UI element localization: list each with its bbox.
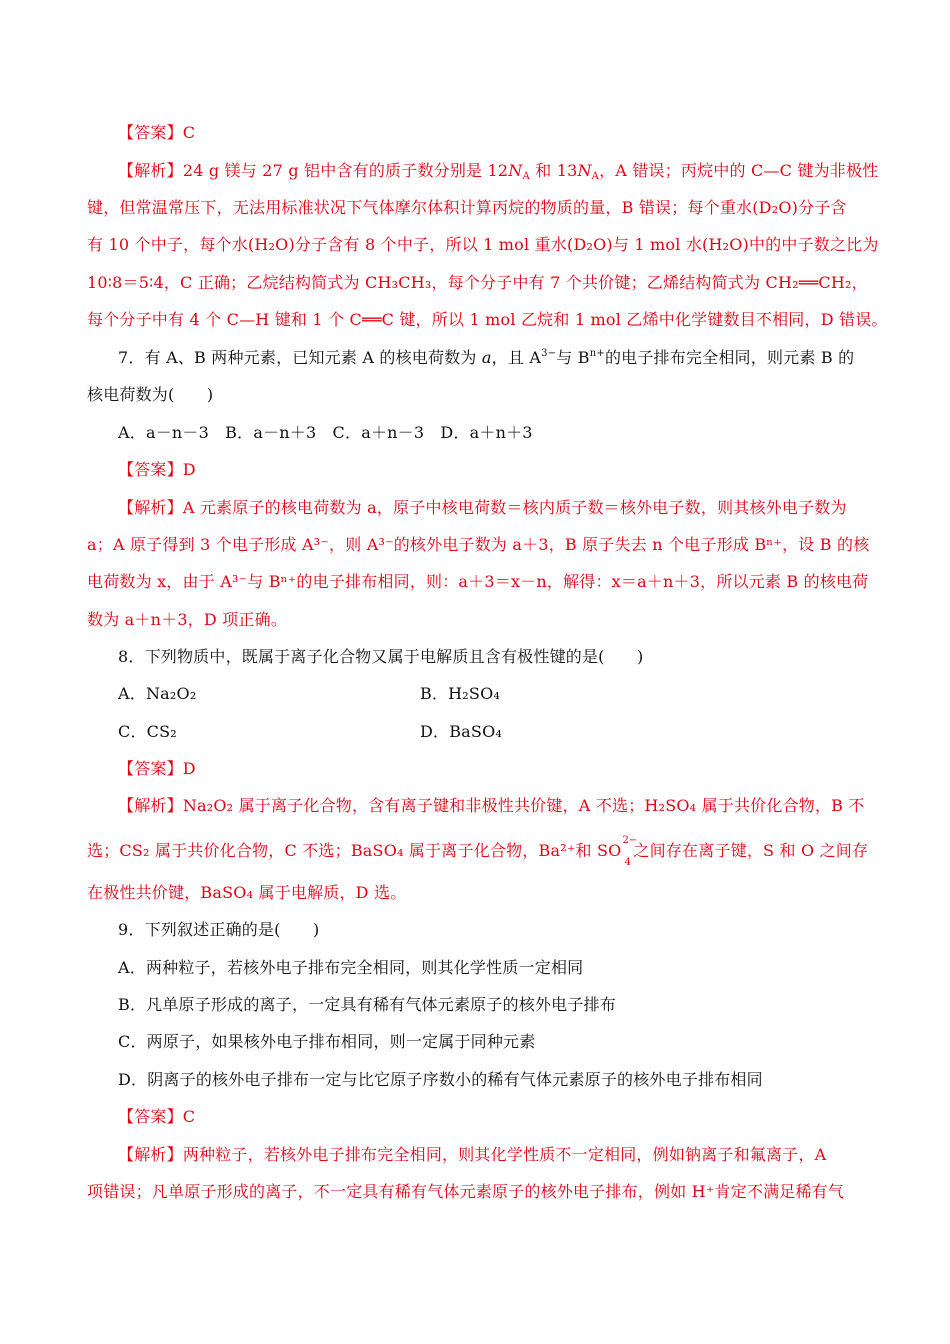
q7-explanation-line-2: a；A 原子得到 3 个电子形成 A³⁻，则 A³⁻的核外电子数为 a＋3，B 原子失去 n 个电子形成 Bⁿ⁺，设 B 的核 <box>87 535 870 554</box>
q9-option-d: D．阴离子的核外电子排布一定与比它原子序数小的稀有气体元素原子的核外电子排布相同 <box>118 1070 763 1089</box>
q7-stem-line-2: 核电荷数为( ) <box>87 385 214 404</box>
q6-explanation-line-5: 每个分子中有 4 个 C—H 键和 1 个 C══C 键，所以 1 mol 乙烷和 1 mol 乙烯中化学键数目不相同，D 错误。 <box>87 310 888 329</box>
q9-answer: 【答案】C <box>118 1107 196 1126</box>
q8-explanation-line-1: 【解析】Na₂O₂ 属于离子化合物，含有离子键和非极性共价键，A 不选；H₂SO₄ 属于共价化合物，B 不 <box>118 796 865 815</box>
q8-stem: 8．下列物质中，既属于离子化合物又属于电解质且含有极性键的是( ) <box>118 647 644 666</box>
q8-option-b: B．H₂SO₄ <box>420 684 501 703</box>
q7-explanation-line-3: 电荷数为 x，由于 A³⁻与 Bⁿ⁺的电子排布相同，则：a＋3＝x－n，解得：x＝a＋n＋3，所以元素 B 的核电荷 <box>87 572 869 591</box>
q9-option-b: B．凡单原子形成的离子，一定具有稀有气体元素原子的核外电子排布 <box>118 995 616 1014</box>
q9-stem: 9．下列叙述正确的是( ) <box>118 920 320 939</box>
q8-explanation-line-2: 选；CS₂ 属于共价化合物，C 不选；BaSO₄ 属于离子化合物，Ba²⁺和 SO 2− 4 之间存在离子键，S 和 O 之间存 <box>87 835 869 868</box>
q8-options-row-1 <box>118 683 818 705</box>
q9-option-a: A．两种粒子，若核外电子排布完全相同，则其化学性质一定相同 <box>118 958 584 977</box>
q8-option-c: C．CS₂ <box>118 722 177 741</box>
q6-explanation-line-1: 【解析】24 g 镁与 27 g 铝中含有的质子数分别是 $12N_A$ 和 $13N_A$，A 错误；丙烷中的 C—C 键为非极性 <box>118 161 879 182</box>
sulfate-charge-stack: 2− 4 <box>622 835 638 868</box>
q8-explanation-line-3: 在极性共价键，BaSO₄ 属于电解质，D 选。 <box>87 883 407 902</box>
q7-stem-line-1: 7．有 A、B 两种元素，已知元素 A 的核电荷数为 a，且 $A^{3-}$与 $B^{n+}$的电子排布完全相同，则元素 B 的 <box>118 348 855 367</box>
q7-explanation-line-1: 【解析】A 元素原子的核电荷数为 a，原子中核电荷数＝核内质子数＝核外电子数，则其核外电子数为 <box>118 498 847 517</box>
q6-answer: 【答案】C <box>118 123 196 142</box>
q8-options-row-2 <box>118 721 818 743</box>
q6-explanation-line-2: 键，但常温常压下，无法用标准状况下气体摩尔体积计算丙烷的物质的量，B 错误；每个重水(D₂O)分子含 <box>87 198 847 217</box>
q7-answer: 【答案】D <box>118 460 196 479</box>
q9-explanation-line-1: 【解析】两种粒子，若核外电子排布完全相同，则其化学性质不一定相同，例如钠离子和氟离子，A <box>118 1145 827 1164</box>
q7-options: A．a－n－3 B．a－n＋3 C．a＋n－3 D．a＋n＋3 <box>118 423 533 442</box>
q8-answer: 【答案】D <box>118 759 196 778</box>
q9-option-c: C．两原子，如果核外电子排布相同，则一定属于同种元素 <box>118 1032 536 1051</box>
q6-explanation-line-4: 10∶8＝5∶4，C 正确；乙烷结构简式为 CH₃CH₃，每个分子中有 7 个共价键；乙烯结构简式为 CH₂══CH₂， <box>87 273 868 292</box>
q9-explanation-line-2: 项错误；凡单原子形成的离子，不一定具有稀有气体元素原子的核外电子排布，例如 H⁺肯定不满足稀有气 <box>87 1182 845 1201</box>
q7-explanation-line-4: 数为 a＋n＋3，D 项正确。 <box>87 610 288 629</box>
q8-option-d: D．BaSO₄ <box>420 722 503 741</box>
q8-option-a: A．Na₂O₂ <box>118 684 197 703</box>
q6-explanation-line-3: 有 10 个中子，每个水(H₂O)分子含有 8 个中子，所以 1 mol 重水(D₂O)与 1 mol 水(H₂O)中的中子数之比为 <box>87 235 879 254</box>
